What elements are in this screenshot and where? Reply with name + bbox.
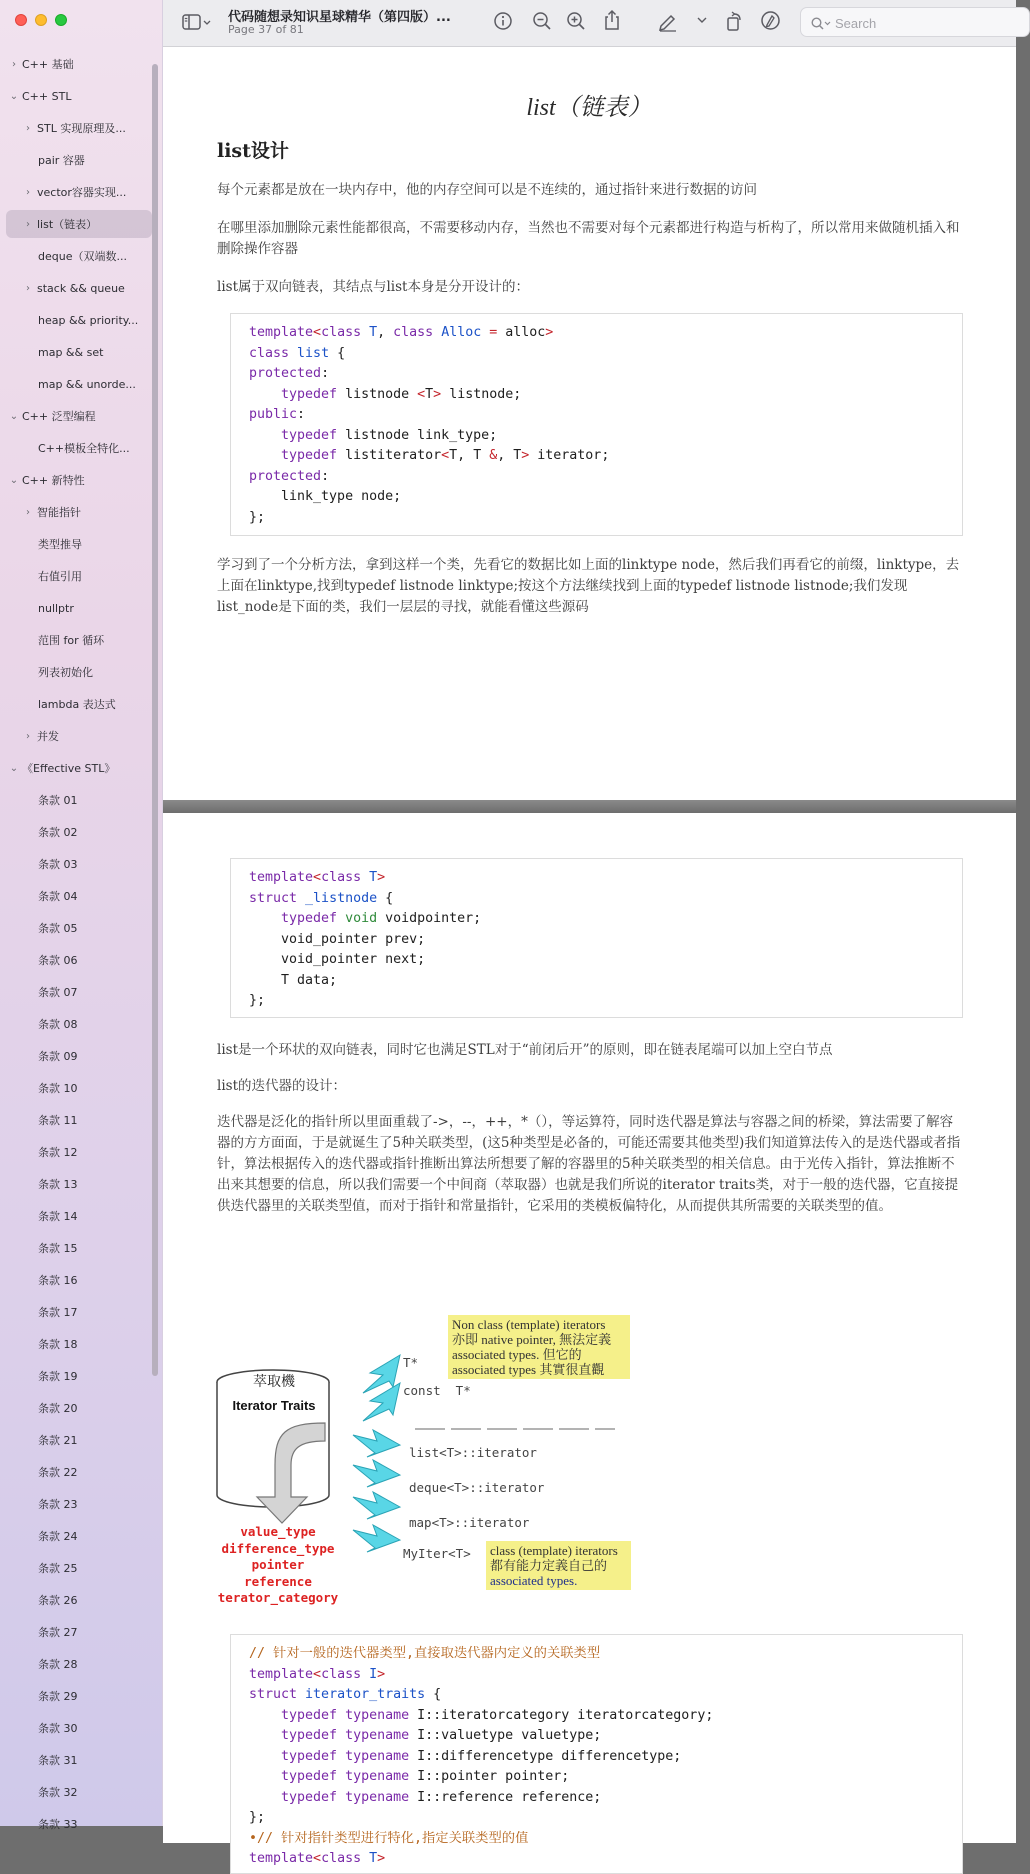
associated-type: terator_category	[217, 1590, 339, 1605]
code-token: {	[329, 345, 346, 361]
code-token: <	[313, 1666, 322, 1682]
sidebar-item-label: 条款 23	[38, 1498, 78, 1511]
sidebar-item-label: map && unorde...	[38, 377, 136, 391]
code-token: void_pointer next;	[249, 952, 426, 967]
associated-type: value_type	[240, 1524, 316, 1539]
sidebar-item-label: 条款 04	[38, 890, 78, 903]
chevron-right-icon[interactable]: ›	[26, 218, 30, 230]
sidebar-item[interactable]	[0, 720, 152, 752]
chevron-down-icon[interactable]: ⌄	[9, 762, 19, 774]
code-line	[249, 971, 962, 992]
code-token: // 针对一般的迭代器类型,直接取迭代器内定义的关联类型	[249, 1646, 601, 1661]
sidebar-item[interactable]	[0, 1104, 152, 1136]
sidebar-item-label: C++ 基础	[22, 58, 74, 71]
code-line	[249, 1767, 962, 1788]
sidebar-item-label: 条款 16	[38, 1274, 78, 1287]
sidebar-item[interactable]	[0, 1776, 152, 1808]
sidebar-item[interactable]	[0, 1136, 152, 1168]
code-token: :	[297, 407, 306, 422]
code-line	[249, 364, 962, 385]
associated-type: reference	[244, 1573, 312, 1589]
code-token: listnode	[345, 386, 418, 402]
sidebar-item-label: 条款 19	[38, 1370, 78, 1383]
sidebar-item-label: 条款 08	[38, 1018, 78, 1031]
search-field[interactable]	[800, 7, 1030, 37]
sidebar-item-label: 条款 26	[38, 1594, 78, 1607]
code-token: template	[249, 1851, 314, 1866]
code-token: T	[369, 325, 378, 340]
sidebar-item[interactable]	[0, 336, 152, 368]
sidebar-scrollbar[interactable]	[152, 64, 158, 1376]
iterator-label: deque<T>::iterator	[409, 1480, 545, 1495]
code-token: , T	[497, 448, 522, 463]
sidebar-item-label: 条款 06	[38, 954, 78, 967]
sidebar-item-label: 条款 24	[38, 1530, 78, 1543]
sidebar-item[interactable]	[0, 1520, 152, 1552]
code-line	[249, 508, 962, 529]
code-line	[249, 1747, 962, 1768]
code-token: struct	[249, 890, 306, 906]
code-token: :	[321, 468, 330, 484]
code-token: struct	[249, 1687, 306, 1702]
note-line: associated types.	[490, 1573, 578, 1588]
code-line	[249, 930, 962, 951]
code-token: <	[313, 870, 322, 885]
note-line: associated types. 但它的	[452, 1347, 582, 1362]
sidebar-item[interactable]	[0, 1040, 152, 1072]
sidebar-item-label: 条款 02	[38, 826, 78, 839]
zoom-window-button[interactable]	[55, 14, 67, 26]
sidebar-item[interactable]	[0, 816, 152, 848]
pointer-label: T*	[403, 1355, 419, 1370]
code-token: template	[249, 870, 314, 885]
code-token: alloc	[505, 325, 546, 340]
document-viewer[interactable]	[163, 47, 1016, 1866]
code-token: I::reference reference;	[417, 1789, 602, 1805]
note-native-pointer	[448, 1315, 630, 1379]
section-heading: list设计	[217, 140, 289, 162]
code-token: typedef	[249, 427, 346, 443]
page-separator	[163, 800, 1016, 813]
sidebar-item[interactable]	[0, 1552, 152, 1584]
associated-type: pointer	[251, 1557, 305, 1572]
sidebar-item[interactable]	[0, 80, 152, 112]
code-line	[249, 1665, 962, 1686]
sidebar-item[interactable]	[0, 848, 152, 880]
info-icon[interactable]	[493, 11, 513, 31]
paragraph: 迭代器是泛化的指针所以里面重载了->，--，++，*（），等运算符，同时迭代器是算法与容器之间的桥梁，算法需要了解容器的方方面面，于是就诞生了5种关联类型，(这5种类型是必备的，可能还需要其他类型)我们知道算法传入的是迭代器或者指针，算法根据传入的迭代器或指针推断出算法所想要了解的容器里的5种关联类型的相关信息。由于光传入指针，算法推断不出来其想要的信息，所以我们需要一个中间商（萃取器）也就是我们所说的iterator traits类，对于一般的迭代器，它直接提供迭代器里的关联类型值，而对于指针和常量指针，它采用的类模板偏特化，从而提供其所需要的关联类型的值。	[217, 1114, 961, 1214]
sidebar-item-label: 智能指针	[37, 506, 81, 519]
sidebar-item-label: 条款 18	[38, 1338, 78, 1351]
sidebar-item[interactable]	[0, 1264, 152, 1296]
code-token: typedef typename	[249, 1769, 418, 1784]
document-title: 代码随想录知识星球精华（第四版）...	[228, 10, 451, 25]
sidebar-item-label: nullptr	[38, 601, 74, 615]
code-token: typedef	[249, 911, 346, 926]
code-token: T	[369, 1851, 378, 1866]
code-token: T	[425, 386, 434, 402]
code-token: ,	[377, 325, 394, 340]
sidebar-item-label: 条款 14	[38, 1210, 78, 1223]
sidebar-item-label: 条款 03	[38, 858, 78, 871]
note-line: 亦即 native pointer, 無法定義	[452, 1332, 612, 1347]
code-token: Alloc	[441, 325, 482, 340]
sidebar-item-label: 并发	[37, 730, 59, 743]
code-token: &	[489, 448, 498, 463]
chevron-right-icon[interactable]: ›	[12, 58, 16, 70]
code-token: I::iteratorcategory iteratorcategory;	[417, 1707, 714, 1723]
code-token: listnode;	[441, 386, 522, 402]
sidebar-item-label: 条款 32	[38, 1786, 78, 1799]
sidebar-item-label: 条款 13	[38, 1178, 78, 1191]
sidebar-item-label: 条款 05	[38, 922, 78, 935]
sidebar-item-label: 条款 28	[38, 1658, 78, 1671]
code-block	[230, 313, 963, 536]
sidebar-item-label: deque（双端数...	[38, 250, 127, 263]
code-token: list	[297, 345, 330, 361]
code-token: class	[321, 325, 370, 340]
code-token: class	[393, 325, 442, 340]
search-input[interactable]	[835, 14, 1015, 32]
code-line	[249, 1829, 962, 1850]
chevron-down-icon[interactable]: ⌄	[9, 410, 19, 422]
cylinder-label: Iterator Traits	[232, 1398, 316, 1413]
sidebar-item[interactable]	[0, 240, 152, 272]
search-icon	[811, 16, 831, 35]
code-token: typedef typename	[249, 1748, 418, 1764]
sidebar-item[interactable]	[0, 400, 152, 432]
code-token: iterator;	[529, 448, 610, 463]
sidebar-item-label: lambda 表达式	[38, 698, 116, 711]
code-line	[249, 1849, 962, 1870]
sidebar-item[interactable]	[0, 1680, 152, 1712]
pdf-page-37	[163, 47, 1016, 800]
sidebar-item[interactable]	[0, 176, 152, 208]
chevron-right-icon[interactable]: ›	[26, 122, 30, 134]
code-token: T, T	[449, 448, 490, 463]
paragraph: 每个元素都是放在一块内存中，他的内存空间可以是不连续的，通过指针来进行数据的访问	[217, 182, 757, 198]
sidebar-item[interactable]	[0, 1296, 152, 1328]
sidebar-item[interactable]	[0, 1200, 152, 1232]
sidebar-item[interactable]	[0, 656, 152, 688]
code-token: :	[321, 366, 330, 381]
code-token: link_type node;	[249, 489, 402, 504]
sidebar-item[interactable]	[0, 528, 152, 560]
code-token: T data;	[249, 972, 338, 988]
sidebar-item-label: 条款 20	[38, 1402, 78, 1415]
sidebar-item[interactable]	[0, 752, 152, 784]
sidebar-item-label: C++ 泛型编程	[22, 410, 96, 423]
sidebar-item[interactable]	[0, 1392, 152, 1424]
code-token: >	[521, 448, 530, 463]
sidebar-item-label: 条款 09	[38, 1050, 78, 1063]
sidebar-item[interactable]	[0, 1072, 152, 1104]
code-token: <	[313, 325, 322, 340]
zoom-out-icon[interactable]	[532, 11, 552, 31]
code-token: template	[249, 325, 314, 340]
code-token: <	[441, 448, 450, 463]
code-token: typedef typename	[249, 1728, 418, 1743]
code-line	[249, 1706, 962, 1727]
code-token: class	[249, 345, 298, 361]
code-token: I::valuetype valuetype;	[417, 1728, 602, 1743]
paragraph: list的迭代器的设计：	[217, 1078, 346, 1094]
code-token: void_pointer prev;	[249, 931, 426, 947]
note-line: associated types 其實很直觀	[452, 1362, 605, 1377]
code-token: typedef	[249, 386, 346, 402]
sidebar-item[interactable]	[0, 1808, 152, 1840]
code-token: voidpointer;	[377, 911, 482, 926]
iterator-label: list<T>::iterator	[409, 1445, 537, 1460]
code-line	[249, 344, 962, 365]
code-line	[249, 1644, 962, 1665]
sidebar-item[interactable]	[0, 976, 152, 1008]
sidebar-item[interactable]	[0, 1424, 152, 1456]
code-token: <	[313, 1851, 322, 1866]
code-token: >	[433, 386, 442, 402]
sidebar-item[interactable]	[0, 1488, 152, 1520]
code-line	[249, 1808, 962, 1829]
sidebar-item-label: list（链表）	[37, 218, 98, 231]
sidebar-item-label: pair 容器	[38, 154, 85, 167]
toolbar	[163, 0, 1016, 47]
chevron-down-icon[interactable]: ⌄	[9, 90, 19, 102]
sidebar-item[interactable]	[0, 912, 152, 944]
code-token: protected	[249, 366, 322, 381]
sidebar-item[interactable]	[0, 432, 152, 464]
paragraph: list属于双向链表，其结点与list本身是分开设计的：	[217, 279, 529, 295]
chevron-down-icon[interactable]: ⌄	[9, 474, 19, 486]
code-line	[249, 991, 962, 1012]
sidebar-item-label: 条款 30	[38, 1722, 78, 1735]
code-line	[249, 405, 962, 426]
code-line	[249, 889, 962, 910]
sidebar-item-label: 《Effective STL》	[22, 762, 116, 775]
iterator-label: map<T>::iterator	[409, 1515, 530, 1530]
sidebar-item[interactable]	[0, 784, 152, 816]
code-token: >	[545, 325, 554, 340]
page-indicator: Page 37 of 81	[228, 23, 304, 36]
code-line	[249, 950, 962, 971]
code-token: I::pointer pointer;	[417, 1769, 570, 1784]
sidebar-item-label: C++ STL	[22, 89, 72, 103]
code-token: T	[369, 870, 378, 885]
rotate-icon[interactable]	[725, 10, 745, 32]
code-token: class	[321, 1851, 370, 1866]
markup-icon[interactable]	[760, 10, 781, 31]
sidebar-item[interactable]	[0, 144, 152, 176]
sidebar-item[interactable]	[0, 1328, 152, 1360]
sidebar-item-label: C++模板全特化...	[38, 442, 130, 455]
code-line	[249, 446, 962, 467]
sidebar-item-label: 条款 07	[38, 986, 78, 999]
iterator-traits-figure	[215, 1315, 635, 1605]
sidebar-item-label: 条款 22	[38, 1466, 78, 1479]
sidebar-toggle-icon[interactable]	[182, 13, 212, 33]
outline-list	[0, 48, 152, 1840]
code-token: listiterator	[345, 448, 442, 463]
sidebar-item-label: C++ 新特性	[22, 474, 85, 487]
note-line: class (template) iterators	[490, 1543, 618, 1558]
code-token: I::differencetype differencetype;	[417, 1748, 682, 1764]
code-token: {	[377, 890, 394, 906]
sidebar-item-label: STL 实现原理及...	[37, 122, 126, 135]
pointer-label: const T*	[403, 1383, 471, 1398]
page-title: list（链表）	[526, 95, 652, 121]
sidebar-item[interactable]	[0, 1744, 152, 1776]
close-window-button[interactable]	[15, 14, 27, 26]
paragraph: 在哪里添加删除元素性能都很高，不需要移动内存，当然也不需要对每个元素都进行构造与析构了，所以常用来做随机插入和删除操作容器	[217, 220, 960, 257]
code-line	[249, 1685, 962, 1706]
sidebar-item[interactable]	[0, 1360, 152, 1392]
sidebar-item-label: 条款 29	[38, 1690, 78, 1703]
code-token: class	[321, 1666, 370, 1682]
code-token: <	[417, 386, 426, 402]
sidebar-item[interactable]	[0, 688, 152, 720]
sidebar-item-label: 类型推导	[38, 538, 82, 551]
sidebar-item[interactable]	[0, 1616, 152, 1648]
code-token: =	[481, 325, 506, 340]
sidebar-item-label: 条款 11	[38, 1114, 78, 1127]
sidebar-item-label: 条款 21	[38, 1434, 78, 1447]
sidebar-item-label: vector容器实现...	[37, 186, 127, 199]
sidebar-item-label: 条款 17	[38, 1306, 78, 1319]
chevron-down-icon[interactable]	[696, 15, 708, 25]
sidebar-item[interactable]	[0, 464, 152, 496]
sidebar-item-label: 条款 12	[38, 1146, 78, 1159]
sidebar-item[interactable]	[0, 304, 152, 336]
sidebar-item-label: 条款 33	[38, 1818, 78, 1831]
code-token: class	[321, 870, 370, 885]
paragraph: list是一个环状的双向链表，同时它也满足STL对于“前闭后开”的原则，即在链表尾端可以加上空白节点	[217, 1042, 833, 1058]
sidebar-item[interactable]	[0, 496, 152, 528]
code-token: >	[377, 870, 386, 885]
code-line	[249, 909, 962, 930]
minimize-window-button[interactable]	[35, 14, 47, 26]
sidebar-item[interactable]	[0, 560, 152, 592]
iterator-label: MyIter<T>	[403, 1546, 471, 1561]
code-token: void	[345, 911, 378, 926]
sidebar-item-label: 范围 for 循环	[38, 634, 105, 647]
outline-sidebar	[0, 0, 163, 1831]
sidebar-item[interactable]	[0, 112, 152, 144]
note-line: Non class (template) iterators	[452, 1317, 606, 1332]
code-token: listnode link_type;	[345, 427, 498, 443]
code-token: public	[249, 407, 298, 422]
sidebar-item[interactable]	[0, 1232, 152, 1264]
code-token: _listnode	[305, 890, 378, 906]
sidebar-item[interactable]	[0, 1168, 152, 1200]
code-token: iterator_traits	[305, 1687, 426, 1702]
note-class-iterators	[486, 1541, 631, 1590]
code-line	[249, 868, 962, 889]
zoom-in-icon[interactable]	[566, 11, 586, 31]
paragraph: 学习到了一个分析方法，拿到这样一个类，先看它的数据比如上面的linktype node，然后我们再看它的前缀，linktype，去上面在linktype,找到typedef listnode linktype;按这个方法继续找到上面的typedef listnode listnode;我们发现list_node是下面的类，我们一层层的寻找，就能看懂这些源码	[217, 557, 960, 615]
pdf-page-38	[163, 813, 1016, 1866]
chevron-right-icon[interactable]: ›	[26, 282, 30, 294]
code-token: >	[377, 1851, 386, 1866]
sidebar-item-label: 条款 01	[38, 794, 78, 807]
code-line	[249, 426, 962, 447]
code-line	[249, 487, 962, 508]
sidebar-item-label: 条款 10	[38, 1082, 78, 1095]
code-token: >	[377, 1666, 386, 1682]
cylinder-title: 萃取機	[253, 1374, 295, 1390]
sidebar-item[interactable]	[0, 624, 152, 656]
share-icon[interactable]	[603, 9, 621, 31]
associated-type: difference_type	[221, 1540, 335, 1556]
sidebar-item[interactable]	[0, 880, 152, 912]
sidebar-item-label: 右值引用	[38, 570, 82, 583]
code-token: };	[249, 993, 266, 1008]
code-line	[249, 323, 962, 344]
sidebar-item[interactable]	[0, 1456, 152, 1488]
code-line	[249, 385, 962, 406]
code-token: };	[249, 1810, 266, 1825]
sidebar-item[interactable]	[0, 592, 152, 624]
sidebar-item[interactable]	[0, 48, 152, 80]
code-block	[230, 1634, 963, 1874]
sidebar-item[interactable]	[0, 1648, 152, 1680]
code-token: {	[425, 1687, 442, 1702]
sidebar-item[interactable]	[0, 1712, 152, 1744]
sidebar-item[interactable]	[0, 368, 152, 400]
code-token: typedef	[249, 448, 346, 463]
sidebar-item[interactable]	[0, 1008, 152, 1040]
code-token: protected	[249, 468, 322, 484]
note-line: 都有能力定義自己的	[490, 1558, 608, 1573]
code-line	[249, 467, 962, 488]
sidebar-item[interactable]	[0, 1584, 152, 1616]
sidebar-item-label: map && set	[38, 345, 104, 359]
sidebar-item[interactable]	[0, 208, 152, 240]
sidebar-item[interactable]	[0, 944, 152, 976]
code-token: typedef typename	[249, 1707, 418, 1723]
sidebar-item-label: 条款 25	[38, 1562, 78, 1575]
code-line	[249, 1726, 962, 1747]
code-token: };	[249, 509, 266, 525]
chevron-right-icon[interactable]: ›	[26, 730, 30, 742]
sidebar-item[interactable]	[0, 272, 152, 304]
window-controls	[15, 14, 67, 26]
code-token: typedef typename	[249, 1789, 418, 1805]
sidebar-item-label: heap && priority...	[38, 313, 139, 327]
sidebar-item-label: stack && queue	[37, 281, 125, 295]
code-token: •// 针对指针类型进行特化,指定关联类型的值	[249, 1830, 529, 1846]
code-token: I	[369, 1666, 378, 1682]
code-line	[249, 1788, 962, 1809]
highlight-pen-icon[interactable]	[657, 10, 679, 32]
code-block	[230, 858, 963, 1018]
sidebar-item-label: 条款 27	[38, 1626, 78, 1639]
sidebar-item-label: 列表初始化	[38, 666, 93, 679]
sidebar-item-label: 条款 15	[38, 1242, 78, 1255]
associated-types-list	[208, 1524, 348, 1607]
chevron-right-icon[interactable]: ›	[26, 506, 30, 518]
sidebar-item-label: 条款 31	[38, 1754, 78, 1767]
chevron-right-icon[interactable]: ›	[26, 186, 30, 198]
code-token: template	[249, 1666, 314, 1682]
